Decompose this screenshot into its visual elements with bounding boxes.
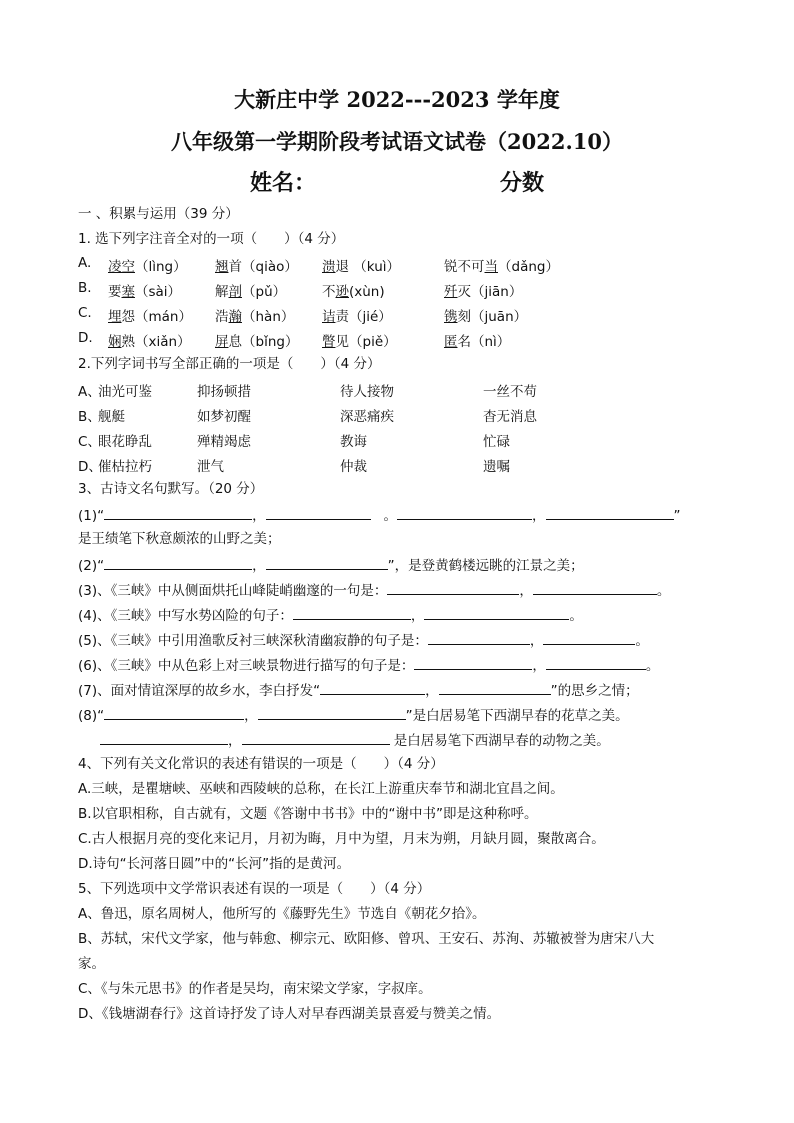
q3-line-1-cont: 是王绩笔下秋意颇浓的山野之美；	[78, 531, 281, 547]
q1-option-label: D.	[78, 330, 93, 346]
answer-blank[interactable]	[387, 580, 519, 595]
answer-blank[interactable]	[258, 705, 406, 720]
answer-blank[interactable]	[242, 730, 390, 745]
q2-option-label: D、	[78, 459, 102, 475]
q2-word-item: 油光可鉴	[98, 384, 152, 400]
answer-blank[interactable]	[428, 630, 530, 645]
q2-word-item: 如梦初醒	[197, 409, 251, 425]
q2-word-item: 教诲	[340, 434, 367, 450]
answer-blank[interactable]	[414, 655, 532, 670]
question-3-stem: 3、古诗文名句默写。（20 分）	[78, 481, 264, 497]
answer-blank[interactable]	[104, 555, 252, 570]
exam-title: 八年级第一学期阶段考试语文试卷（2022.10）	[171, 129, 623, 154]
answer-blank[interactable]	[320, 680, 425, 695]
q3-line-3: (3)、《三峡》中从侧面烘托山峰陡峭幽邃的一句是： ， 。	[78, 580, 670, 600]
answer-blank[interactable]	[100, 730, 228, 745]
q1-option-label: A.	[78, 255, 92, 271]
q1-pinyin-item: 凌空（lìng）	[108, 259, 187, 275]
name-label: 姓名：	[249, 170, 316, 196]
q3-line-8: (8)“ ， ”是白居易笔下西湖早春的花草之美。	[78, 705, 629, 725]
answer-blank[interactable]	[266, 555, 388, 570]
question-2-stem: 2.下列字词书写全部正确的一项是（ ）（4 分）	[78, 356, 381, 372]
q1-pinyin-item: 浩瀚（hàn）	[215, 309, 295, 325]
q2-word-item: 深恶痛疾	[340, 409, 394, 425]
q4-option-a: A.三峡，是瞿塘峡、巫峡和西陵峡的总称，在长江上游重庆奉节和湖北宜昌之间。	[78, 781, 564, 797]
q4-option-d: D.诗句“长河落日圆”中的“长河”指的是黄河。	[78, 856, 351, 872]
q2-option-label: A、	[78, 384, 101, 400]
question-5-stem: 5、下列选项中文学常识表述有误的一项是（ ）（4 分）	[78, 881, 431, 897]
q1-pinyin-item: 溃退 （kuì）	[322, 259, 401, 275]
q5-option-a: A、鲁迅，原名周树人，他所写的《藤野先生》节选自《朝花夕拾》。	[78, 906, 486, 922]
q1-pinyin-item: 娴熟（xiǎn）	[108, 334, 191, 350]
q1-pinyin-item: 瞥见（piě）	[322, 334, 397, 350]
q1-pinyin-item: 歼灭（jiān）	[444, 284, 523, 300]
section-heading: 一 、积累与运用（39 分）	[78, 206, 239, 222]
answer-blank[interactable]	[424, 605, 569, 620]
q4-option-c: C.古人根据月亮的变化来记月，月初为晦，月中为望，月末为朔，月缺月圆，聚散离合。	[78, 831, 605, 847]
q2-word-item: 遗嘱	[483, 459, 510, 475]
q1-pinyin-item: 匿名（nì）	[444, 334, 511, 350]
q2-word-item: 一丝不苟	[483, 384, 537, 400]
answer-blank[interactable]	[397, 505, 532, 520]
q2-word-item: 舰艇	[98, 409, 125, 425]
q3-line-2: (2)“ ， ”，是登黄鹤楼远眺的江景之美；	[78, 555, 584, 575]
q2-word-item: 抑扬顿措	[197, 384, 251, 400]
q2-word-item: 殚精竭虑	[197, 434, 251, 450]
q1-pinyin-item: 不逊(xùn)	[322, 284, 385, 300]
answer-blank[interactable]	[543, 630, 635, 645]
q1-option-label: B.	[78, 280, 92, 296]
q2-word-item: 眼花睁乱	[98, 434, 152, 450]
q2-option-label: B、	[78, 409, 101, 425]
name-score-line	[0, 166, 794, 197]
q1-pinyin-item: 屏息（bǐng）	[215, 334, 299, 350]
q5-option-c: C、《与朱元思书》的作者是吴均，南宋梁文学家，字叔庠。	[78, 981, 432, 997]
answer-blank[interactable]	[266, 505, 371, 520]
q1-pinyin-item: 锐不可当（dǎng）	[444, 259, 559, 275]
answer-blank[interactable]	[439, 680, 551, 695]
q4-option-b: B.以官职相称，自古就有，文题《答谢中书书》中的“谢中书”即是这种称呼。	[78, 806, 538, 822]
exam-school-year-title: 大新庄中学 2022---2023 学年度	[234, 87, 560, 112]
q2-word-item: 催枯拉朽	[98, 459, 152, 475]
q3-line-4: (4)、《三峡》中写水势凶险的句子： ， 。	[78, 605, 583, 625]
question-4-stem: 4、下列有关文化常识的表述有错误的一项是（ ）（4 分）	[78, 756, 444, 772]
answer-blank[interactable]	[546, 655, 646, 670]
q2-word-item: 待人接物	[340, 384, 394, 400]
q1-pinyin-item: 要塞（sài）	[108, 284, 182, 300]
q1-pinyin-item: 埋怨（mán）	[108, 309, 192, 325]
question-1-stem: 1. 选下列字注音全对的一项（ ）（4 分）	[78, 231, 345, 247]
q2-word-item: 忙碌	[483, 434, 510, 450]
answer-blank[interactable]	[104, 505, 252, 520]
answer-blank[interactable]	[533, 580, 657, 595]
q2-word-item: 泄气	[197, 459, 224, 475]
answer-blank[interactable]	[104, 705, 244, 720]
q1-pinyin-item: 诘责（jié）	[322, 309, 392, 325]
answer-blank[interactable]	[293, 605, 411, 620]
q3-line-7: (7)、面对情谊深厚的故乡水，李白抒发“ ， ”的思乡之情；	[78, 680, 639, 700]
q5-option-b: B、苏轼，宋代文学家，他与韩愈、柳宗元、欧阳修、曾巩、王安石、苏洵、苏辙被誉为唐宋八大	[78, 931, 655, 947]
q2-word-item: 仲裁	[340, 459, 367, 475]
q1-option-label: C.	[78, 305, 92, 321]
q1-pinyin-item: 解剖（pǔ）	[215, 284, 287, 300]
q5-option-d: D、《钱塘湖春行》这首诗抒发了诗人对早春西湖美景喜爱与赞美之情。	[78, 1006, 501, 1022]
q3-line-6: (6)、《三峡》中从色彩上对三峡景物进行描写的句子是： ， 。	[78, 655, 659, 675]
q5-option-b-cont: 家。	[78, 956, 105, 972]
q3-line-1: (1)“ ， 。 ， ”	[78, 505, 681, 525]
q2-word-item: 杳无消息	[483, 409, 537, 425]
score-label: 分数	[500, 170, 545, 196]
q2-option-label: C、	[78, 434, 101, 450]
answer-blank[interactable]	[546, 505, 674, 520]
q3-line-9: ， 是白居易笔下西湖早春的动物之美。	[100, 730, 610, 750]
q1-pinyin-item: 镌刻（juān）	[444, 309, 528, 325]
q3-line-5: (5)、《三峡》中引用渔歌反衬三峡深秋清幽寂静的句子是： ， 。	[78, 630, 649, 650]
q1-pinyin-item: 翘首（qiào）	[215, 259, 298, 275]
